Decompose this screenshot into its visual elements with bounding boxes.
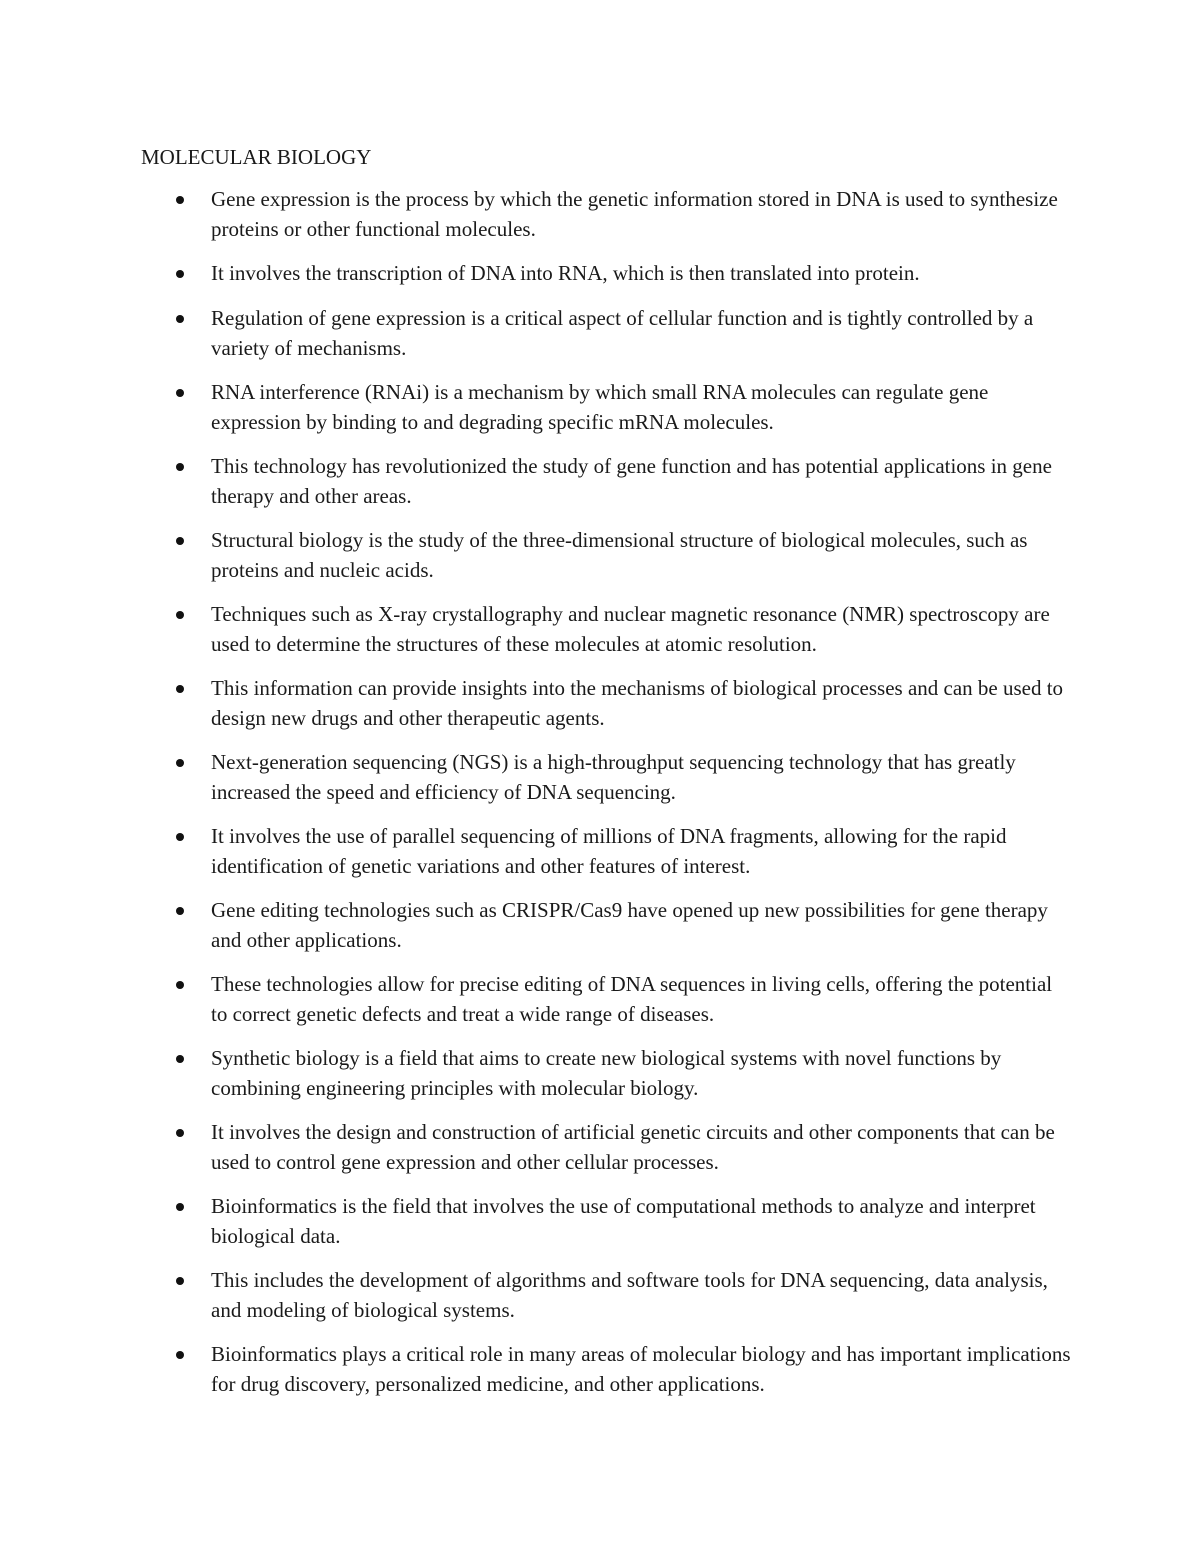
list-item <box>0 1118 1200 1177</box>
bullet-icon <box>176 611 184 619</box>
list-item <box>0 304 1200 363</box>
list-item <box>0 600 1200 659</box>
list-item <box>0 259 1200 288</box>
list-item-text: Synthetic biology is a field that aims to create new biological systems with novel functions by combining engineering principles with molecular biology. <box>211 1046 1002 1100</box>
bullet-icon <box>176 1277 184 1285</box>
list-item <box>0 822 1200 881</box>
list-item-text: Bioinformatics plays a critical role in many areas of molecular biology and has important implications for drug discovery, personalized medicine, and other applications. <box>211 1342 1071 1396</box>
list-item <box>0 970 1200 1029</box>
list-item-text: It involves the use of parallel sequencing of millions of DNA fragments, allowing for the rapid identification of genetic variations and other features of interest. <box>211 824 1007 878</box>
list-item-text: Structural biology is the study of the three-dimensional structure of biological molecules, such as proteins and nucleic acids. <box>211 528 1028 582</box>
bullet-icon <box>176 1351 184 1359</box>
list-item <box>0 1340 1200 1399</box>
list-item-text: It involves the transcription of DNA into RNA, which is then translated into protein. <box>211 261 920 285</box>
list-item-text: This information can provide insights into the mechanisms of biological processes and can be used to design new drugs and other therapeutic agents. <box>211 676 1064 730</box>
list-item-text: These technologies allow for precise editing of DNA sequences in living cells, offering the potential to correct genetic defects and treat a wide range of diseases. <box>211 972 1053 1026</box>
bullet-list <box>0 185 1200 1414</box>
bullet-icon <box>176 1055 184 1063</box>
bullet-icon <box>176 196 184 204</box>
list-item <box>0 378 1200 437</box>
list-item <box>0 526 1200 585</box>
list-item <box>0 1192 1200 1251</box>
list-item-text: Regulation of gene expression is a critical aspect of cellular function and is tightly controlled by a variety of mechanisms. <box>211 306 1034 360</box>
list-item <box>0 185 1200 244</box>
list-item <box>0 674 1200 733</box>
list-item <box>0 1044 1200 1103</box>
bullet-icon <box>176 981 184 989</box>
list-item-text: Next-generation sequencing (NGS) is a high-throughput sequencing technology that has greatly increased the speed and efficiency of DNA sequencing. <box>211 750 1016 804</box>
list-item-text: Gene expression is the process by which the genetic information stored in DNA is used to synthesize proteins or other functional molecules. <box>211 187 1058 241</box>
list-item <box>0 452 1200 511</box>
document-title: MOLECULAR BIOLOGY <box>141 145 372 169</box>
list-item <box>0 896 1200 955</box>
list-item-text: Gene editing technologies such as CRISPR/Cas9 have opened up new possibilities for gene therapy and other applications. <box>211 898 1048 952</box>
list-item-text: This includes the development of algorithms and software tools for DNA sequencing, data analysis, and modeling of biological systems. <box>211 1268 1048 1322</box>
list-item-text: This technology has revolutionized the study of gene function and has potential applications in gene therapy and other areas. <box>211 454 1052 508</box>
list-item-text: RNA interference (RNAi) is a mechanism by which small RNA molecules can regulate gene expression by binding to and degrading specific mRNA molecules. <box>211 380 989 434</box>
bullet-icon <box>176 759 184 767</box>
bullet-icon <box>176 907 184 915</box>
bullet-icon <box>176 463 184 471</box>
bullet-icon <box>176 315 184 323</box>
list-item-text: Techniques such as X-ray crystallography and nuclear magnetic resonance (NMR) spectroscopy are used to determine the structures of these molecules at atomic resolution. <box>211 602 1050 656</box>
bullet-icon <box>176 1129 184 1137</box>
bullet-icon <box>176 389 184 397</box>
bullet-icon <box>176 270 184 278</box>
list-item-text: It involves the design and construction of artificial genetic circuits and other components that can be used to control gene expression and other cellular processes. <box>211 1120 1055 1174</box>
list-item-text: Bioinformatics is the field that involves the use of computational methods to analyze and interpret biological data. <box>211 1194 1036 1248</box>
list-item <box>0 1266 1200 1325</box>
bullet-icon <box>176 1203 184 1211</box>
bullet-icon <box>176 537 184 545</box>
bullet-icon <box>176 685 184 693</box>
list-item <box>0 748 1200 807</box>
bullet-icon <box>176 833 184 841</box>
